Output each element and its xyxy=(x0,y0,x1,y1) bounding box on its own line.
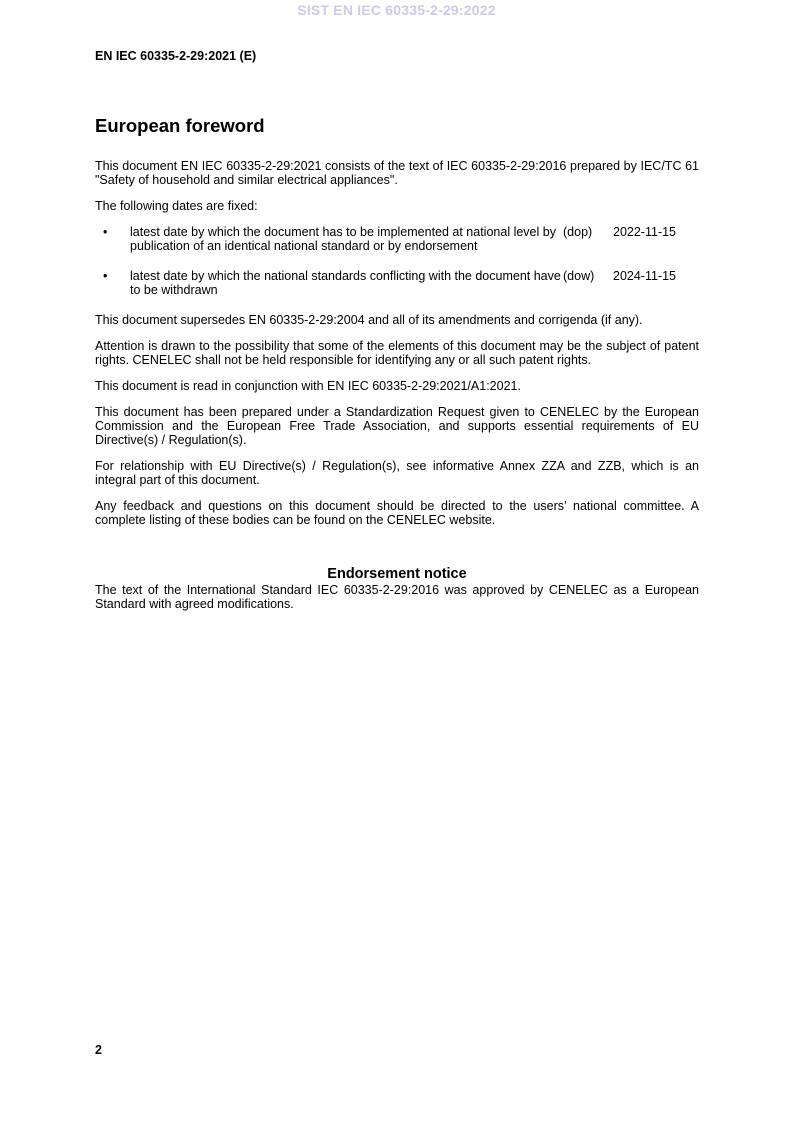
date-item-date: 2022-11-15 xyxy=(613,225,677,239)
section-title: European foreword xyxy=(95,115,265,136)
endorsement-title: Endorsement notice xyxy=(327,566,467,582)
date-item-abbr: (dow) xyxy=(563,269,595,283)
paragraph-standardization-request: This document has been prepared under a Standardization Request given to CENELEC by the European Commission and the European Free Trade Association, and supports essential requirements of EU Directive(s) / Regulation(s). xyxy=(95,405,699,447)
dates-intro: The following dates are fixed: xyxy=(95,199,258,213)
dates-list xyxy=(95,225,699,297)
document-id: EN IEC 60335-2-29:2021 (E) xyxy=(95,49,257,63)
paragraph-annex-relationship: For relationship with EU Directive(s) / Regulation(s), see informative Annex ZZA and ZZB, which is an integral part of this document. xyxy=(95,459,699,487)
page-number: 2 xyxy=(95,1043,102,1057)
paragraph-supersedes: This document supersedes EN 60335-2-29:2004 and all of its amendments and corrigenda (if any). xyxy=(95,313,643,327)
date-item-text: latest date by which the national standards conflicting with the document have to be withdrawn xyxy=(130,269,561,297)
paragraph-patent: Attention is drawn to the possibility that some of the elements of this document may be the subject of patent rights. CENELEC shall not be held responsible for identifying any or all such patent rights. xyxy=(95,339,699,367)
date-item-date: 2024-11-15 xyxy=(613,269,677,283)
bullet: • xyxy=(103,225,108,239)
date-item-text: latest date by which the document has to be implemented at national level by publication of an identical national standard or by endorsement xyxy=(130,225,556,253)
date-item-abbr: (dop) xyxy=(563,225,593,239)
bullet: • xyxy=(103,269,108,283)
date-item-dow xyxy=(95,269,699,297)
paragraph-conjunction: This document is read in conjunction with EN IEC 60335-2-29:2021/A1:2021. xyxy=(95,379,521,393)
date-item-dop xyxy=(95,225,699,253)
intro-paragraph: This document EN IEC 60335-2-29:2021 consists of the text of IEC 60335-2-29:2016 prepared by IEC/TC 61 "Safety of household and similar electrical appliances". xyxy=(95,159,699,187)
page-content xyxy=(95,115,699,623)
paragraph-feedback: Any feedback and questions on this document should be directed to the users’ national committee. A complete listing of these bodies can be found on the CENELEC website. xyxy=(95,499,699,527)
watermark: SIST EN IEC 60335-2-29:2022 xyxy=(297,2,496,18)
endorsement-text: The text of the International Standard IEC 60335-2-29:2016 was approved by CENELEC as a European Standard with agreed modifications. xyxy=(95,583,699,611)
